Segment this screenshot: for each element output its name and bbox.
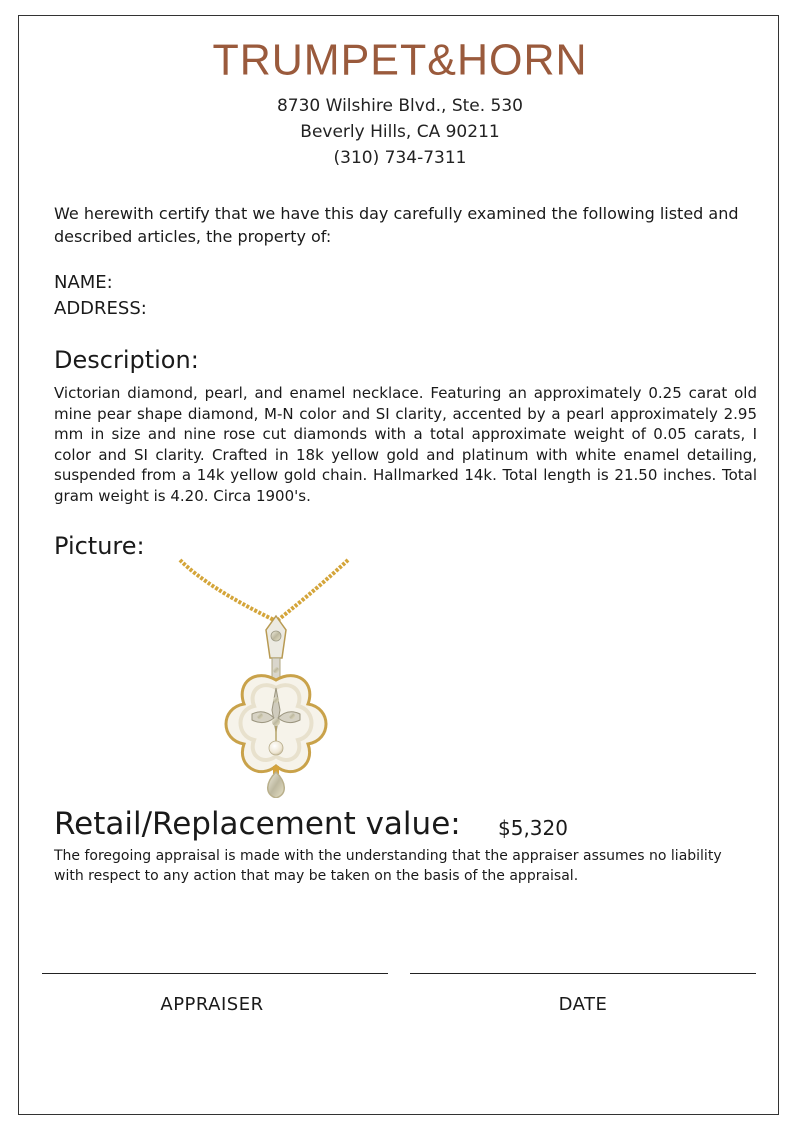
phone-number: (310) 734-7311 <box>333 148 467 168</box>
description-heading: Description: <box>54 346 199 374</box>
disclaimer-text: The foregoing appraisal is made with the understanding that the appraiser assumes no liability with respect to any action that may be taken on the basis of the appraisal. <box>54 848 722 884</box>
address-line-2: Beverly Hills, CA 90211 <box>300 122 500 142</box>
date-label: DATE <box>558 994 608 1015</box>
certification-statement: We herewith certify that we have this day carefully examined the following listed and described articles, the property of: <box>54 204 739 246</box>
description-text: Victorian diamond, pearl, and enamel necklace. Featuring an approximately 0.25 carat old mine pear shape diamond, M-N color and SI clarity, accented by a pearl approximately 2.95 mm in size and nine rose cut diamonds with a total approximate weight of 0.05 carats, I color and SI clarity. Crafted in 18k yellow gold and platinum with white enamel detailing, suspended from a 14k yellow gold chain. Hallmarked 14k. Total length is 21.50 inches. Total gram weight is 4.20. Circa 1900's. <box>54 384 757 505</box>
name-label: NAME: <box>54 272 113 293</box>
brand-logo: TRUMPET&HORN <box>212 35 588 85</box>
picture-heading: Picture: <box>54 532 145 560</box>
replacement-value-label: Retail/Replacement value: <box>54 806 461 842</box>
address-line-1: 8730 Wilshire Blvd., Ste. 530 <box>276 96 523 116</box>
certificate-frame <box>18 15 779 1115</box>
bail <box>266 616 286 680</box>
date-signature-line[interactable] <box>410 973 756 974</box>
address-label: ADDRESS: <box>54 298 147 319</box>
appraiser-label: APPRAISER <box>160 994 264 1015</box>
necklace-illustration <box>148 558 378 798</box>
chain <box>180 560 348 620</box>
necklace-photo <box>148 558 378 798</box>
replacement-value-amount: $5,320 <box>498 816 568 840</box>
quatrefoil-pendant <box>226 676 326 772</box>
appraiser-signature-line[interactable] <box>42 973 388 974</box>
